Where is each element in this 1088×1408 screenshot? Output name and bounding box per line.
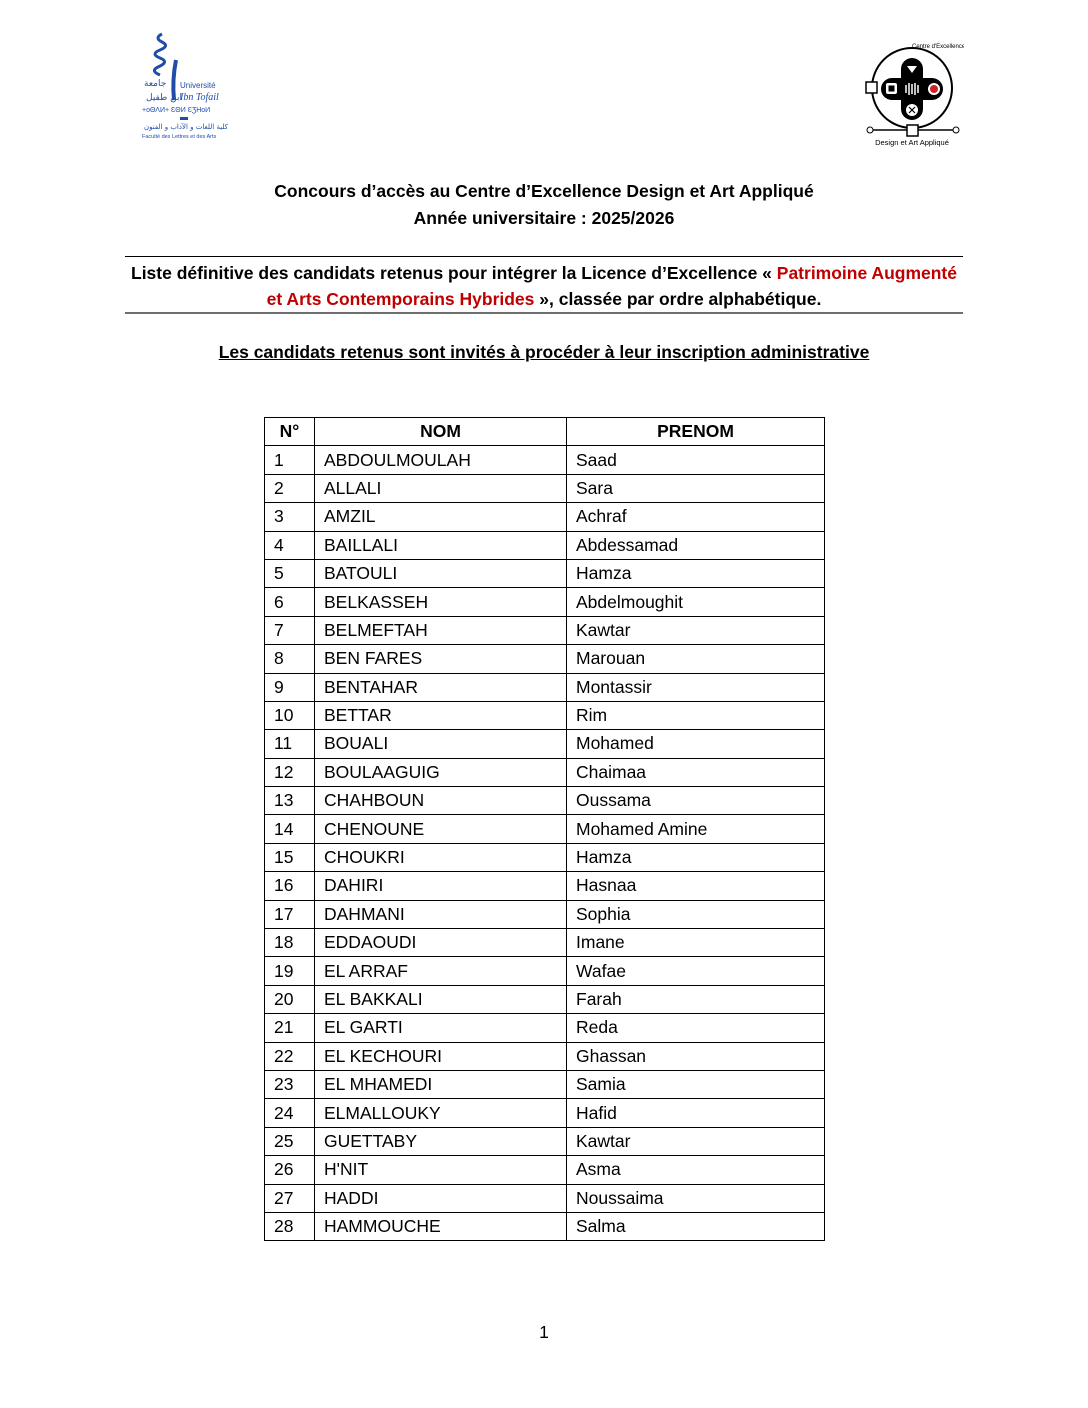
cell-nom: BOUALI [315,730,567,758]
gamepad-cross-icon [860,42,964,148]
cell-number: 23 [265,1070,315,1098]
cell-number: 15 [265,843,315,871]
cell-prenom: Marouan [567,645,825,673]
academic-year: Année universitaire : 2025/2026 [413,208,675,228]
cell-number: 17 [265,900,315,928]
cell-nom: BENTAHAR [315,673,567,701]
cell-nom: ABDOULMOULAH [315,446,567,474]
table-row [265,474,825,502]
page-number: 1 [539,1322,549,1342]
cell-nom: AMZIL [315,503,567,531]
cell-prenom: Hasnaa [567,872,825,900]
header-prenom: PRENOM [567,418,825,446]
cell-nom: BEN FARES [315,645,567,673]
table-row [265,1127,825,1155]
cell-number: 26 [265,1156,315,1184]
cell-number: 27 [265,1184,315,1212]
table-row [265,531,825,559]
svg-text:كلية اللغات و الآداب و الفنون: كلية اللغات و الآداب و الفنون [144,123,228,131]
cell-nom: HAMMOUCHE [315,1212,567,1240]
cell-nom: ELMALLOUKY [315,1099,567,1127]
cell-prenom: Salma [567,1212,825,1240]
document-title: Concours d’accès au Centre d’Excellence Design et Art Appliqué [274,181,814,201]
logo-caption: Design et Art Appliqué [875,138,949,147]
cell-nom: BOULAAGUIG [315,758,567,786]
cell-number: 11 [265,730,315,758]
svg-text:Centre d'Excellence: Centre d'Excellence [912,44,964,50]
cell-nom: EL ARRAF [315,957,567,985]
table-row [265,1156,825,1184]
cell-prenom: Farah [567,985,825,1013]
cell-number: 24 [265,1099,315,1127]
cell-prenom: Chaimaa [567,758,825,786]
cell-prenom: Rim [567,701,825,729]
cell-prenom: Wafae [567,957,825,985]
university-emblem-icon [140,30,232,142]
table-row [265,446,825,474]
table-row [265,929,825,957]
list-description [125,260,963,312]
cell-nom: CHENOUNE [315,815,567,843]
description-prefix: Liste définitive des candidats retenus pour intégrer la Licence d’Excellence « [131,263,777,283]
table-row [265,559,825,587]
svg-text:+oΘΛИ+ ƐΘИ ƐƷHoИ: +oΘΛИ+ ƐΘИ ƐƷHoИ [142,107,211,114]
table-row [265,843,825,871]
cell-number: 16 [265,872,315,900]
cell-prenom: Kawtar [567,1127,825,1155]
cell-nom: DAHIRI [315,872,567,900]
cell-prenom: Sophia [567,900,825,928]
cell-number: 4 [265,531,315,559]
cell-number: 1 [265,446,315,474]
registration-notice: Les candidats retenus sont invités à procéder à leur inscription administrative [218,342,870,362]
cell-number: 13 [265,787,315,815]
divider-bottom [125,312,963,314]
cell-nom: H'NIT [315,1156,567,1184]
svg-text:جامعة: جامعة [144,79,167,89]
cell-prenom: Abdessamad [567,531,825,559]
cell-prenom: Hamza [567,843,825,871]
cell-nom: BAILLALI [315,531,567,559]
cell-nom: EL MHAMEDI [315,1070,567,1098]
cell-number: 18 [265,929,315,957]
cell-prenom: Kawtar [567,616,825,644]
svg-text:ابن طفيل: ابن طفيل [146,93,182,103]
cell-number: 12 [265,758,315,786]
table-row [265,1014,825,1042]
centre-excellence-logo [860,42,964,148]
logo-text-universite: Université [180,81,216,90]
cell-nom: EDDAOUDI [315,929,567,957]
cell-prenom: Ghassan [567,1042,825,1070]
cell-nom: CHOUKRI [315,843,567,871]
cell-prenom: Hafid [567,1099,825,1127]
cell-nom: BATOULI [315,559,567,587]
table-row [265,815,825,843]
cell-number: 20 [265,985,315,1013]
table-row [265,701,825,729]
cell-nom: BELKASSEH [315,588,567,616]
table-row [265,900,825,928]
cell-prenom: Samia [567,1070,825,1098]
cell-prenom: Abdelmoughit [567,588,825,616]
table-row [265,645,825,673]
svg-text:Ibn Tofail: Ibn Tofail [180,92,219,103]
cell-nom: BELMEFTAH [315,616,567,644]
university-logo [140,30,232,142]
cell-nom: EL KECHOURI [315,1042,567,1070]
header-nom: NOM [315,418,567,446]
cell-number: 7 [265,616,315,644]
cell-number: 9 [265,673,315,701]
cell-nom: DAHMANI [315,900,567,928]
cell-prenom: Imane [567,929,825,957]
cell-nom: EL BAKKALI [315,985,567,1013]
cell-number: 8 [265,645,315,673]
cell-nom: CHAHBOUN [315,787,567,815]
cell-number: 19 [265,957,315,985]
cell-number: 5 [265,559,315,587]
cell-number: 10 [265,701,315,729]
table-row [265,787,825,815]
cell-nom: ALLALI [315,474,567,502]
table-row [265,1070,825,1098]
cell-prenom: Saad [567,446,825,474]
cell-nom: HADDI [315,1184,567,1212]
candidates-table [264,417,825,1241]
table-row [265,673,825,701]
cell-prenom: Achraf [567,503,825,531]
cell-nom: BETTAR [315,701,567,729]
cell-number: 28 [265,1212,315,1240]
cell-prenom: Asma [567,1156,825,1184]
cell-number: 22 [265,1042,315,1070]
table-row [265,957,825,985]
cell-prenom: Montassir [567,673,825,701]
cell-nom: EL GARTI [315,1014,567,1042]
description-suffix: », classée par ordre alphabétique. [534,289,822,309]
cell-prenom: Noussaima [567,1184,825,1212]
table-row [265,616,825,644]
cell-prenom: Mohamed [567,730,825,758]
cell-number: 25 [265,1127,315,1155]
table-row [265,1099,825,1127]
cell-prenom: Sara [567,474,825,502]
cell-prenom: Reda [567,1014,825,1042]
cell-nom: GUETTABY [315,1127,567,1155]
program-name: Patrimoine Augmenté et Arts Contemporains Hybrides [266,263,957,309]
table-row [265,985,825,1013]
table-row [265,1184,825,1212]
table-row [265,758,825,786]
cell-prenom: Mohamed Amine [567,815,825,843]
table-row [265,1212,825,1240]
table-header-row [265,418,825,446]
header-number: N° [265,418,315,446]
table-row [265,730,825,758]
cell-number: 2 [265,474,315,502]
cell-number: 3 [265,503,315,531]
table-row [265,588,825,616]
cell-number: 21 [265,1014,315,1042]
cell-prenom: Oussama [567,787,825,815]
table-row [265,503,825,531]
table-row [265,872,825,900]
svg-text:Faculté des Lettres et des Art: Faculté des Lettres et des Arts [142,134,217,140]
table-row [265,1042,825,1070]
cell-prenom: Hamza [567,559,825,587]
cell-number: 14 [265,815,315,843]
divider-top [125,256,963,257]
cell-number: 6 [265,588,315,616]
